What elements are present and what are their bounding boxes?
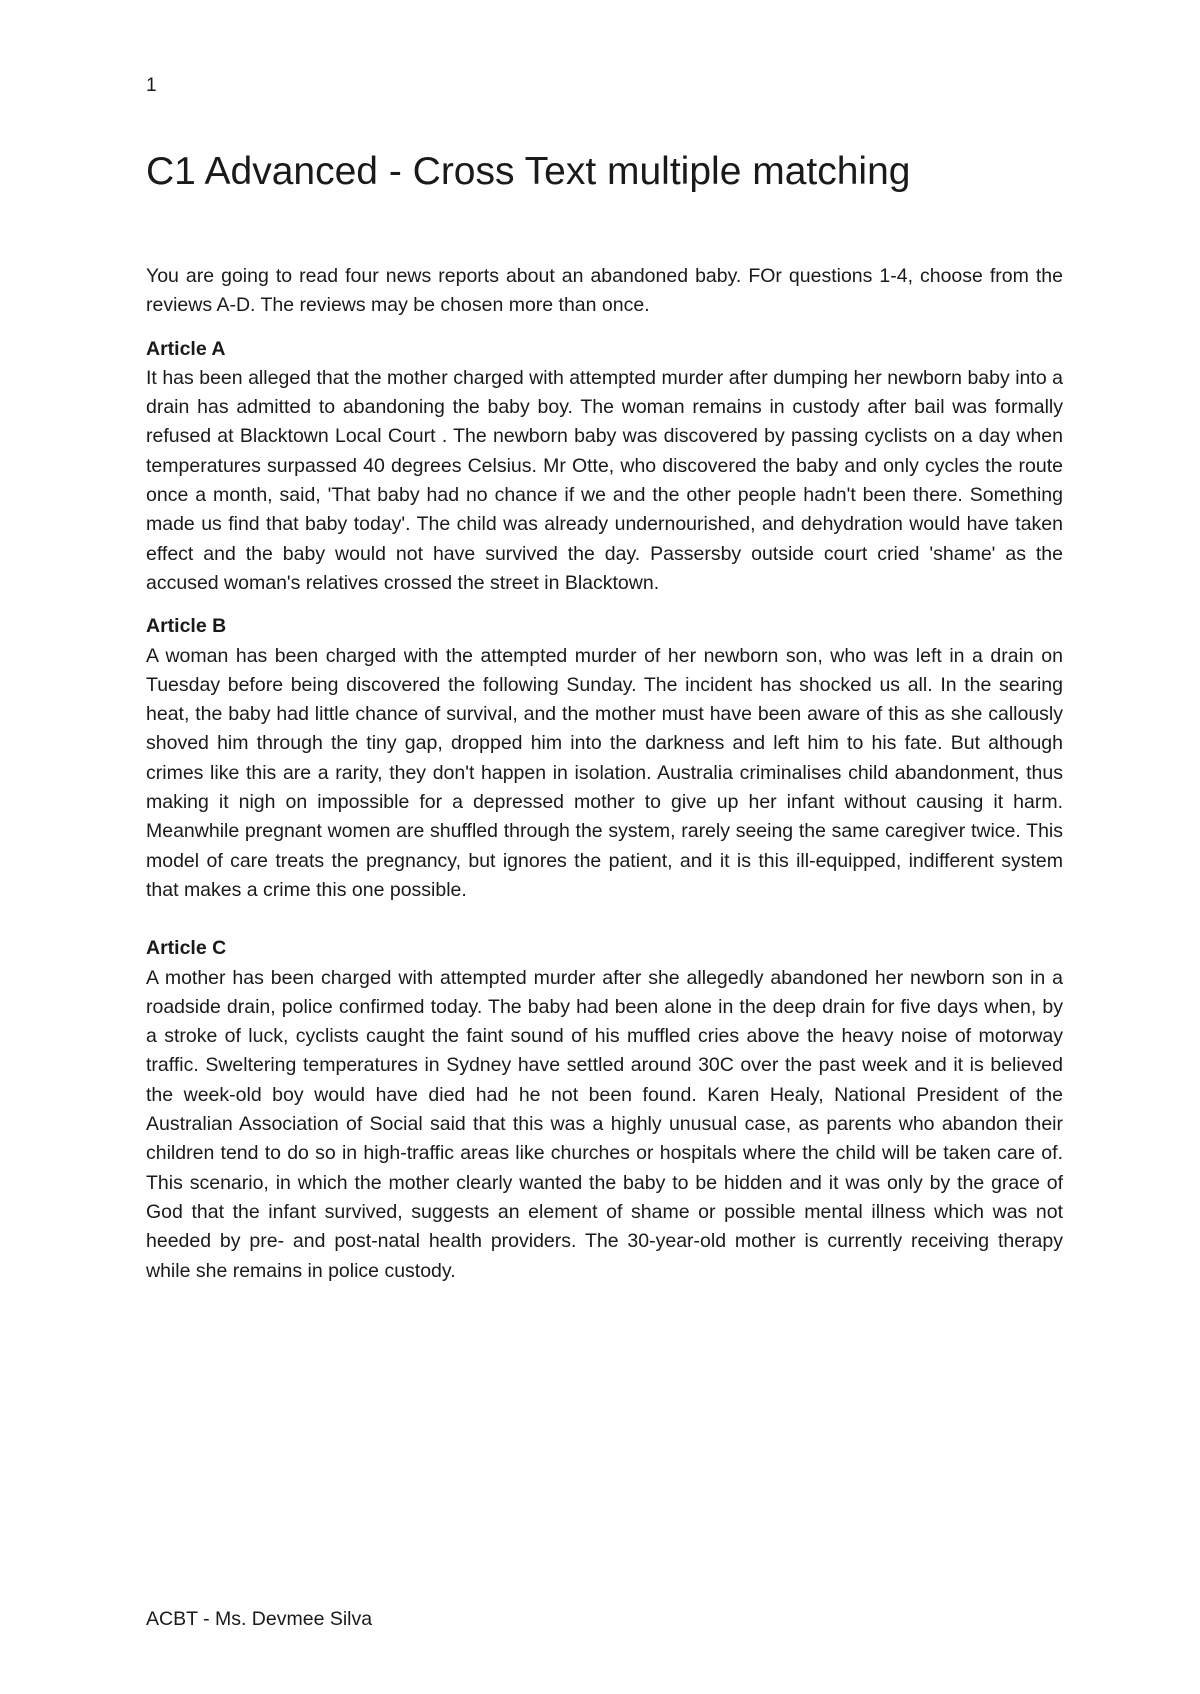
- article-b: [146, 612, 1063, 905]
- article-a-text: It has been alleged that the mother charged with attempted murder after dumping her newborn baby into a drain has admitted to abandoning the baby boy. The woman remains in custody after bail was formally refused at Blacktown Local Court . The newborn baby was discovered by passing cyclists on a day when temperatures surpassed 40 degrees Celsius. Mr Otte, who discovered the baby and only cycles the route once a month, said, 'That baby had no chance if we and the other people hadn't been there. Something made us find that baby today'. The child was already undernourished, and dehydration would have taken effect and the baby would not have survived the day. Passersby outside court cried 'shame' as the accused woman's relatives crossed the street in Blacktown.: [146, 366, 1063, 594]
- intro-paragraph: You are going to read four news reports about an abandoned baby. FOr questions 1-4, choose from the reviews A-D. The reviews may be chosen more than once.: [146, 265, 1063, 317]
- page-title: C1 Advanced - Cross Text multiple matching: [146, 150, 911, 193]
- article-a-heading: Article A: [146, 337, 226, 360]
- document-body: [146, 262, 1063, 1300]
- article-c: [146, 934, 1063, 1286]
- article-b-heading: Article B: [146, 615, 227, 638]
- page-footer: ACBT - Ms. Devmee Silva: [146, 1608, 373, 1630]
- article-c-text: A mother has been charged with attempted murder after she allegedly abandoned her newborn son in a roadside drain, police confirmed today. The baby had been alone in the deep drain for five days when, by a stroke of luck, cyclists caught the faint sound of his muffled cries above the heavy noise of motorway traffic. Sweltering temperatures in Sydney have settled around 30C over the past week and it is believed the week-old boy would have died had he not been found. Karen Healy, National President of the Australian Association of Social said that this was a highly unusual case, as parents who abandon their children tend to do so in high-traffic areas like churches or hospitals where the child will be taken care of. This scenario, in which the mother clearly wanted the baby to be hidden and it was only by the grace of God that the infant survived, suggests an element of shame or possible mental illness which was not heeded by pre- and post-natal health providers. The 30-year-old mother is currently receiving therapy while she remains in police custody.: [146, 966, 1063, 1282]
- article-c-heading: Article C: [146, 937, 227, 960]
- article-a: [146, 335, 1063, 599]
- article-b-text: A woman has been charged with the attempted murder of her newborn son, who was left in a drain on Tuesday before being discovered the following Sunday. The incident has shocked us all. In the searing heat, the baby had little chance of survival, and the mother must have been aware of this as she callously shoved him through the tiny gap, dropped him into the darkness and left him to his fate. But although crimes like this are a rarity, they don't happen in isolation. Australia criminalises child abandonment, thus making it nigh on impossible for a depressed mother to give up her infant without causing it harm. Meanwhile pregnant women are shuffled through the system, rarely seeing the same caregiver twice. This model of care treats the pregnancy, but ignores the patient, and it is this ill-equipped, indifferent system that makes a crime this one possible.: [146, 644, 1063, 901]
- page-number: 1: [146, 75, 157, 96]
